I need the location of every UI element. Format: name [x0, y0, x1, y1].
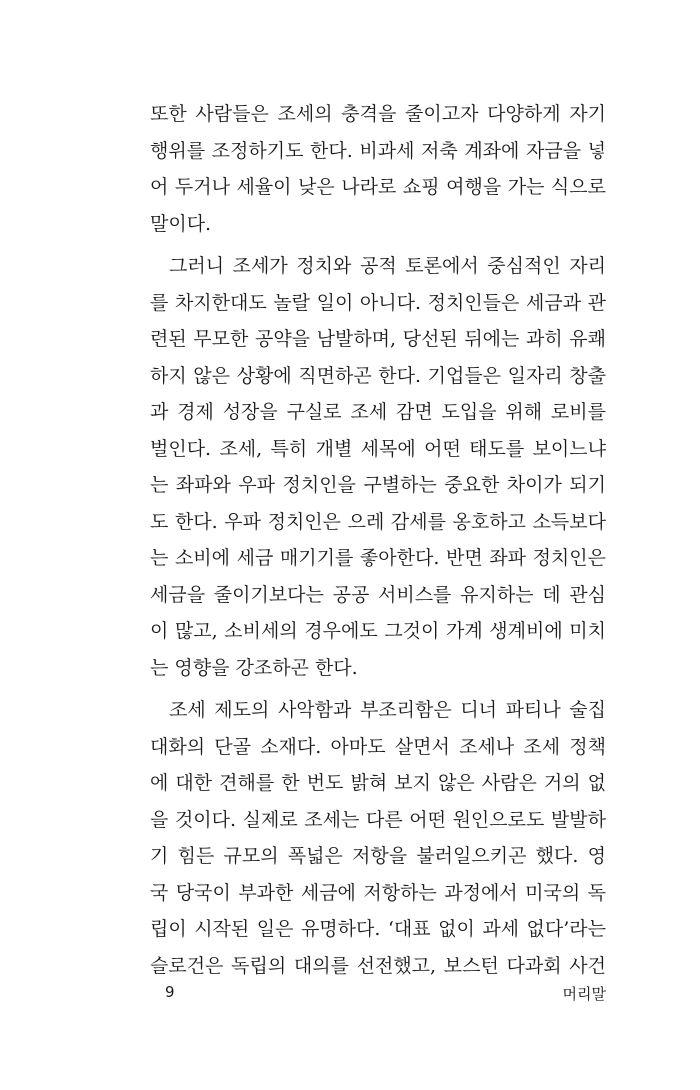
- text-line: 를 차지한대도 놀랄 일이 아니다. 정치인들은 세금과 관: [150, 291, 606, 314]
- text-line: 세금을 줄이기보다는 공공 서비스를 유지하는 데 관심: [150, 583, 606, 606]
- text-line: 하지 않은 상황에 직면하곤 한다. 기업들은 일자리 창출: [150, 364, 606, 387]
- text-line: 행위를 조정하기도 한다. 비과세 저축 계좌에 자금을 넣: [150, 139, 606, 162]
- text-line: 조세 제도의 사악함과 부조리함은 디너 파티나 술집: [169, 699, 606, 721]
- text-line: 말이다.: [150, 212, 212, 235]
- text-line: 련된 무모한 공약을 남발하며, 당선된 뒤에는 과히 유쾌: [150, 328, 606, 350]
- text-line: 이 많고, 소비세의 경우에도 그것이 가계 생계비에 미치: [150, 620, 606, 642]
- text-line: 에 대한 견해를 한 번도 밝혀 보지 않은 사람은 거의 없: [150, 772, 606, 794]
- text-line: 을 것이다. 실제로 조세는 다른 어떤 원인으로도 발발하: [150, 808, 606, 831]
- text-line: 과 경제 성장을 구실로 조세 감면 도입을 위해 로비를: [150, 401, 606, 423]
- text-line: 벌인다. 조세, 특히 개별 세목에 어떤 태도를 보이느냐: [150, 437, 606, 460]
- running-header: 머리말: [562, 985, 606, 1003]
- text-line: 또한 사람들은 조세의 충격을 줄이고자 다양하게 자기: [150, 103, 606, 125]
- paragraph-2: [150, 248, 606, 686]
- text-line: 어 두거나 세율이 낮은 나라로 쇼핑 여행을 가는 식으로: [150, 176, 606, 198]
- paragraph-1: [150, 96, 606, 242]
- text-line: 는 영향을 강조하곤 한다.: [150, 656, 358, 679]
- body-text: [150, 96, 606, 984]
- text-line: 슬로건은 독립의 대의를 선전했고, 보스턴 다과회 사건: [150, 954, 606, 977]
- paragraph-3: [150, 692, 606, 984]
- text-line: 국 당국이 부과한 세금에 저항하는 과정에서 미국의 독: [150, 881, 606, 904]
- text-line: 그러니 조세가 정치와 공적 토론에서 중심적인 자리: [169, 255, 606, 277]
- page-number: 9: [165, 983, 175, 1001]
- text-line: 는 좌파와 우파 정치인을 구별하는 중요한 차이가 되기: [150, 474, 606, 496]
- text-line: 립이 시작된 일은 유명하다. ‘대표 없이 과세 없다’라는: [150, 918, 606, 940]
- text-line: 는 소비에 세금 매기기를 좋아한다. 반면 좌파 정치인은: [150, 547, 606, 569]
- text-line: 기 힘든 규모의 폭넓은 저항을 불러일으키곤 했다. 영: [150, 845, 606, 867]
- text-line: 도 한다. 우파 정치인은 으레 감세를 옹호하고 소득보다: [150, 510, 606, 533]
- text-line: 대화의 단골 소재다. 아마도 살면서 조세나 조세 정책: [150, 735, 606, 758]
